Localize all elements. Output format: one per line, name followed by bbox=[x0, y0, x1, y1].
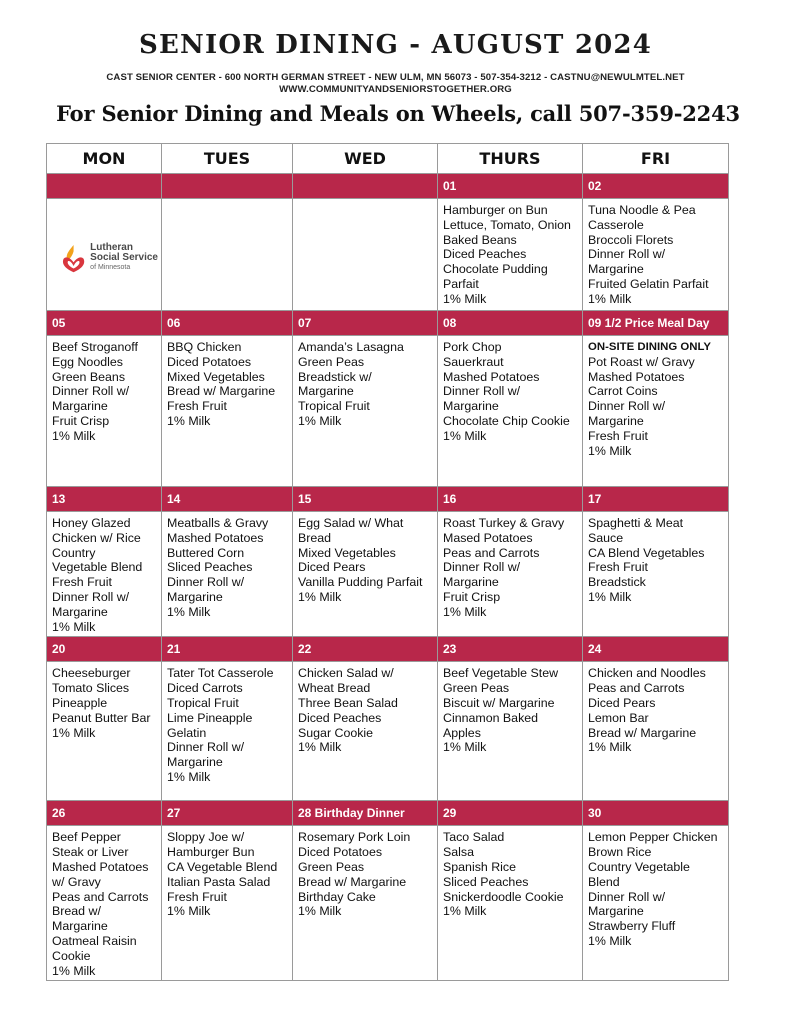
menu-item: Hamburger on Bun bbox=[443, 203, 548, 217]
menu-item: Tropical Fruit bbox=[167, 695, 239, 710]
date-label-tues: 14 bbox=[162, 487, 293, 512]
menu-item: Chocolate Pudding bbox=[443, 262, 548, 277]
menu-item: Margarine bbox=[588, 413, 644, 428]
menu-item: Blend bbox=[588, 874, 620, 889]
menu-item: Bread w/ Margarine bbox=[298, 874, 407, 889]
date-label-fri: 02 bbox=[583, 174, 729, 199]
date-label-thurs: 08 bbox=[438, 311, 583, 336]
menu-item: Baked Beans bbox=[443, 232, 517, 247]
date-label-fri: 17 bbox=[583, 487, 729, 512]
date-label-wed: 15 bbox=[293, 487, 438, 512]
menu-item: Fresh Fruit bbox=[588, 560, 648, 575]
menu-item: Dinner Roll w/ bbox=[588, 889, 666, 904]
menu-item: Bread w/ bbox=[52, 904, 101, 919]
menu-item: Margarine bbox=[298, 384, 354, 399]
menu-item: Tropical Fruit bbox=[298, 399, 370, 414]
menu-item: Country bbox=[52, 545, 96, 560]
menu-row bbox=[47, 199, 729, 311]
menu-item: Mashed Potatoes bbox=[443, 369, 540, 384]
menu-cell-fri bbox=[583, 826, 729, 981]
menu-item: Diced Carrots bbox=[167, 681, 243, 696]
menu-item: Mashed Potatoes bbox=[588, 369, 685, 384]
menu-cell-mon bbox=[47, 336, 162, 487]
menu-item: Pineapple bbox=[52, 695, 108, 710]
menu-item: Lemon Pepper Chicken bbox=[588, 830, 718, 845]
date-row bbox=[47, 801, 729, 826]
menu-item: Margarine bbox=[167, 589, 223, 604]
menu-item: Dinner Roll w/ bbox=[52, 384, 130, 399]
menu-item: Beef Vegetable Stew bbox=[443, 666, 559, 681]
menu-item: Vegetable Blend bbox=[52, 560, 143, 575]
menu-item: 1% Milk bbox=[443, 740, 487, 755]
menu-item: Pork Chop bbox=[443, 340, 502, 354]
menu-cell-wed bbox=[293, 336, 438, 487]
menu-item: 1% Milk bbox=[298, 589, 342, 604]
menu-row bbox=[47, 662, 729, 801]
menu-item: 1% Milk bbox=[52, 619, 96, 634]
menu-item: Peanut Butter Bar bbox=[52, 710, 151, 725]
date-label-mon: 05 bbox=[47, 311, 162, 336]
menu-item: Sugar Cookie bbox=[298, 725, 374, 740]
phone-callout: For Senior Dining and Meals on Wheels, call 507-359-2243 bbox=[56, 101, 740, 126]
menu-item: Sauce bbox=[588, 530, 624, 545]
menu-item: 1% Milk bbox=[167, 413, 211, 428]
menu-item: Italian Pasta Salad bbox=[167, 874, 271, 889]
menu-item: Margarine bbox=[588, 262, 644, 277]
menu-item: Breadstick w/ bbox=[298, 369, 372, 384]
menu-item: Green Beans bbox=[52, 369, 126, 384]
menu-item: Margarine bbox=[443, 399, 499, 414]
menu-item: Chicken and Noodles bbox=[588, 666, 706, 681]
menu-item: Spanish Rice bbox=[443, 859, 517, 874]
menu-item: Green Peas bbox=[298, 859, 365, 874]
onsite-dining-note: ON-SITE DINING ONLY bbox=[588, 341, 711, 353]
date-label-mon bbox=[47, 174, 162, 199]
menu-item: Bread w/ Margarine bbox=[588, 725, 697, 740]
menu-item: Lime Pineapple bbox=[167, 710, 253, 725]
menu-item: Salsa bbox=[443, 845, 474, 860]
menu-item: Margarine bbox=[52, 399, 108, 414]
menu-item: Mixed Vegetables bbox=[167, 369, 265, 384]
date-label-thurs: 23 bbox=[438, 637, 583, 662]
menu-item: Margarine bbox=[52, 919, 108, 934]
menu-item: Taco Salad bbox=[443, 830, 505, 845]
menu-row bbox=[47, 512, 729, 637]
date-row bbox=[47, 311, 729, 336]
logo-text-line3: of Minnesota bbox=[90, 264, 131, 271]
menu-item: Chicken w/ Rice bbox=[52, 530, 141, 545]
menu-item: Diced Potatoes bbox=[167, 354, 252, 369]
menu-item: Rosemary Pork Loin bbox=[298, 830, 411, 845]
menu-item: Dinner Roll w/ bbox=[588, 247, 666, 262]
menu-item: Broccoli Florets bbox=[588, 232, 674, 247]
menu-item: Mixed Vegetables bbox=[298, 545, 396, 560]
menu-item: Honey Glazed bbox=[52, 516, 131, 530]
menu-item: Spaghetti & Meat bbox=[588, 516, 684, 530]
menu-item: Hamburger Bun bbox=[167, 845, 255, 860]
menu-item: 1% Milk bbox=[167, 904, 211, 919]
menu-cell-fri bbox=[583, 199, 729, 311]
menu-item: 1% Milk bbox=[52, 428, 96, 443]
menu-item: Pot Roast w/ Gravy bbox=[588, 354, 695, 369]
weekday-header-tues: TUES bbox=[162, 144, 293, 174]
menu-cell-tues bbox=[162, 512, 293, 637]
menu-item: Diced Peaches bbox=[298, 710, 382, 725]
date-label-wed: 28 Birthday Dinner bbox=[293, 801, 438, 826]
date-label-thurs: 29 bbox=[438, 801, 583, 826]
menu-cell-mon bbox=[47, 512, 162, 637]
menu-item: Wheat Bread bbox=[298, 681, 371, 696]
menu-item: 1% Milk bbox=[52, 725, 96, 740]
menu-item: 1% Milk bbox=[167, 604, 211, 619]
menu-item: Peas and Carrots bbox=[588, 681, 685, 696]
menu-item: Carrot Coins bbox=[588, 384, 658, 399]
menu-item: 1% Milk bbox=[443, 428, 487, 443]
menu-item: Diced Potatoes bbox=[298, 845, 383, 860]
menu-item: Breadstick bbox=[588, 575, 646, 590]
date-label-tues bbox=[162, 174, 293, 199]
menu-item: Lemon Bar bbox=[588, 710, 649, 725]
menu-cell-tues bbox=[162, 336, 293, 487]
menu-item: 1% Milk bbox=[588, 443, 632, 458]
menu-item: Oatmeal Raisin bbox=[52, 933, 137, 948]
menu-item: BBQ Chicken bbox=[167, 340, 242, 354]
menu-item: Mased Potatoes bbox=[443, 530, 533, 545]
menu-item: Margarine bbox=[52, 604, 108, 619]
lutheran-social-service-logo bbox=[60, 233, 158, 283]
menu-cell-tues bbox=[162, 662, 293, 801]
menu-item: Biscuit w/ Margarine bbox=[443, 695, 555, 710]
date-label-fri: 09 1/2 Price Meal Day bbox=[583, 311, 729, 336]
date-label-mon: 20 bbox=[47, 637, 162, 662]
menu-item: Dinner Roll w/ bbox=[443, 560, 521, 575]
menu-item: Tuna Noodle & Pea bbox=[588, 203, 696, 217]
menu-item: Dinner Roll w/ bbox=[443, 384, 521, 399]
menu-item: Tomato Slices bbox=[52, 681, 130, 696]
menu-item: Fresh Fruit bbox=[167, 889, 227, 904]
menu-item: Parfait bbox=[443, 276, 479, 291]
menu-item: Bread w/ Margarine bbox=[167, 384, 276, 399]
menu-item: 1% Milk bbox=[443, 291, 487, 306]
menu-item: Beef Pepper bbox=[52, 830, 121, 845]
menu-calendar bbox=[46, 143, 729, 981]
menu-item: Mashed Potatoes bbox=[52, 859, 149, 874]
menu-item: w/ Gravy bbox=[52, 874, 101, 889]
menu-item: Strawberry Fluff bbox=[588, 919, 676, 934]
menu-item: Casserole bbox=[588, 217, 644, 232]
date-label-wed: 07 bbox=[293, 311, 438, 336]
menu-item: Fruited Gelatin Parfait bbox=[588, 276, 709, 291]
menu-item: Egg Salad w/ What bbox=[298, 516, 404, 530]
menu-item: Egg Noodles bbox=[52, 354, 123, 369]
menu-item: CA Blend Vegetables bbox=[588, 545, 705, 560]
date-label-thurs: 01 bbox=[438, 174, 583, 199]
date-row bbox=[47, 174, 729, 199]
menu-cell-mon bbox=[47, 826, 162, 981]
menu-item: Fresh Fruit bbox=[52, 575, 112, 590]
menu-item: Diced Pears bbox=[298, 560, 366, 575]
menu-item: Brown Rice bbox=[588, 845, 652, 860]
date-label-thurs: 16 bbox=[438, 487, 583, 512]
menu-item: Sliced Peaches bbox=[167, 560, 253, 575]
menu-item: 1% Milk bbox=[443, 904, 487, 919]
menu-item: Country Vegetable bbox=[588, 859, 690, 874]
menu-item: Margarine bbox=[443, 575, 499, 590]
menu-item: Amanda’s Lasagna bbox=[298, 340, 404, 354]
logo-text-line1: Lutheran bbox=[90, 242, 133, 253]
menu-cell-wed bbox=[293, 826, 438, 981]
logo-text-line2: Social Service bbox=[90, 252, 158, 263]
menu-item: Fresh Fruit bbox=[588, 428, 648, 443]
menu-item: Peas and Carrots bbox=[443, 545, 540, 560]
date-label-wed bbox=[293, 174, 438, 199]
date-label-fri: 24 bbox=[583, 637, 729, 662]
menu-item: Bread bbox=[298, 530, 332, 545]
menu-item: 1% Milk bbox=[443, 604, 487, 619]
website-line: WWW.COMMUNITYANDSENIORSTOGETHER.ORG bbox=[279, 84, 512, 95]
date-row bbox=[47, 637, 729, 662]
menu-item: 1% Milk bbox=[588, 291, 632, 306]
date-label-wed: 22 bbox=[293, 637, 438, 662]
weekday-header-wed: WED bbox=[293, 144, 438, 174]
menu-item: Apples bbox=[443, 725, 481, 740]
date-label-tues: 21 bbox=[162, 637, 293, 662]
page-title: SENIOR DINING - AUGUST 2024 bbox=[139, 30, 652, 60]
date-label-fri: 30 bbox=[583, 801, 729, 826]
menu-item: Dinner Roll w/ bbox=[167, 575, 245, 590]
menu-item: Birthday Cake bbox=[298, 889, 376, 904]
menu-item: Sliced Peaches bbox=[443, 874, 529, 889]
menu-item: 1% Milk bbox=[298, 413, 342, 428]
menu-cell-wed bbox=[293, 662, 438, 801]
menu-item: Cinnamon Baked bbox=[443, 710, 539, 725]
logo-wordmark bbox=[90, 243, 158, 273]
menu-item: CA Vegetable Blend bbox=[167, 859, 278, 874]
menu-item: 1% Milk bbox=[588, 589, 632, 604]
address-line: CAST SENIOR CENTER - 600 NORTH GERMAN STREET - NEW ULM, MN 56073 - 507-354-3212 - CASTNU@NEWULMTEL.NET bbox=[106, 72, 685, 83]
menu-item: Fruit Crisp bbox=[443, 589, 501, 604]
menu-item: Sauerkraut bbox=[443, 354, 504, 369]
menu-item: Green Peas bbox=[443, 681, 510, 696]
menu-cell-wed bbox=[293, 512, 438, 637]
menu-item: Beef Stroganoff bbox=[52, 340, 138, 354]
menu-cell-thurs bbox=[438, 199, 583, 311]
menu-item: Mashed Potatoes bbox=[167, 530, 264, 545]
menu-item: Three Bean Salad bbox=[298, 695, 398, 710]
menu-item: Roast Turkey & Gravy bbox=[443, 516, 565, 530]
date-label-mon: 13 bbox=[47, 487, 162, 512]
weekday-header-thurs: THURS bbox=[438, 144, 583, 174]
menu-item: Snickerdoodle Cookie bbox=[443, 889, 564, 904]
menu-item: Margarine bbox=[167, 755, 223, 770]
weekday-header-row bbox=[47, 144, 729, 174]
date-label-mon: 26 bbox=[47, 801, 162, 826]
menu-item: Cookie bbox=[52, 948, 91, 963]
menu-item: 1% Milk bbox=[167, 769, 211, 784]
menu-cell-thurs bbox=[438, 336, 583, 487]
menu-item: Dinner Roll w/ bbox=[588, 399, 666, 414]
menu-item: 1% Milk bbox=[588, 740, 632, 755]
menu-item: Cheeseburger bbox=[52, 666, 131, 681]
menu-item: Fresh Fruit bbox=[167, 399, 227, 414]
menu-item: 1% Milk bbox=[52, 963, 96, 978]
menu-cell-thurs bbox=[438, 512, 583, 637]
menu-cell-tues bbox=[162, 826, 293, 981]
menu-item: Fruit Crisp bbox=[52, 413, 110, 428]
menu-cell-mon bbox=[47, 662, 162, 801]
menu-cell-mon bbox=[47, 199, 162, 311]
menu-row bbox=[47, 336, 729, 487]
menu-item: Diced Peaches bbox=[443, 247, 527, 262]
date-label-tues: 27 bbox=[162, 801, 293, 826]
menu-cell-fri bbox=[583, 512, 729, 637]
menu-item: Sloppy Joe w/ bbox=[167, 830, 245, 845]
date-label-tues: 06 bbox=[162, 311, 293, 336]
menu-item: Steak or Liver bbox=[52, 845, 129, 860]
menu-cell-wed bbox=[293, 199, 438, 311]
menu-item: 1% Milk bbox=[298, 904, 342, 919]
date-row bbox=[47, 487, 729, 512]
menu-row bbox=[47, 826, 729, 981]
weekday-header-mon: MON bbox=[47, 144, 162, 174]
heart-flame-logo-icon bbox=[60, 233, 87, 283]
menu-item: Vanilla Pudding Parfait bbox=[298, 575, 423, 590]
menu-cell-thurs bbox=[438, 826, 583, 981]
weekday-header-fri: FRI bbox=[583, 144, 729, 174]
menu-item: Lettuce, Tomato, Onion bbox=[443, 217, 571, 232]
menu-item: Chicken Salad w/ bbox=[298, 666, 394, 681]
menu-cell-fri bbox=[583, 662, 729, 801]
menu-item: Peas and Carrots bbox=[52, 889, 149, 904]
menu-item: Tater Tot Casserole bbox=[167, 666, 274, 681]
menu-item: Margarine bbox=[588, 904, 644, 919]
menu-item: Meatballs & Gravy bbox=[167, 516, 269, 530]
menu-item: 1% Milk bbox=[588, 933, 632, 948]
menu-item: 1% Milk bbox=[298, 740, 342, 755]
menu-item: Dinner Roll w/ bbox=[52, 589, 130, 604]
menu-item: Buttered Corn bbox=[167, 545, 245, 560]
menu-item: Green Peas bbox=[298, 354, 365, 369]
menu-item: Diced Pears bbox=[588, 695, 656, 710]
menu-item: Chocolate Chip Cookie bbox=[443, 413, 570, 428]
menu-cell-fri bbox=[583, 336, 729, 487]
menu-item: Dinner Roll w/ bbox=[167, 740, 245, 755]
menu-item: Gelatin bbox=[167, 725, 207, 740]
menu-cell-tues bbox=[162, 199, 293, 311]
menu-cell-thurs bbox=[438, 662, 583, 801]
